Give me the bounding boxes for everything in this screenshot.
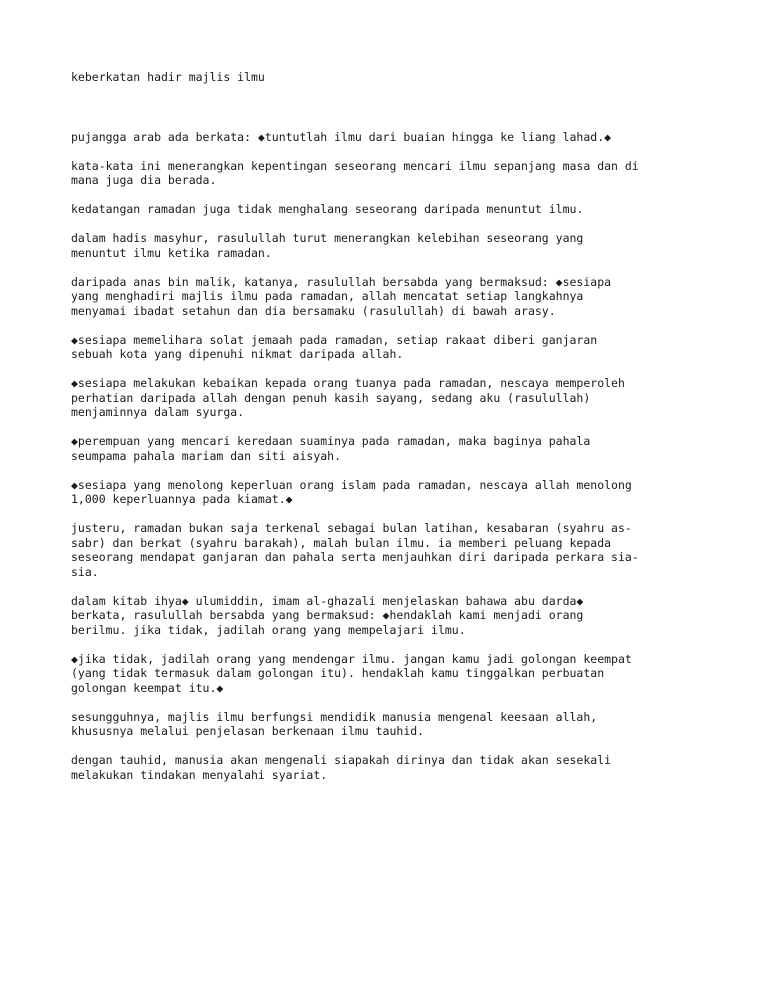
paragraph-11: dalam kitab ihya◆ ulumiddin, imam al-ghazali menjelaskan bahawa abu darda◆ berkata, rasulullah bersabda yang bermaksud: ◆hendaklah kami menjadi orang berilmu. jika tidak, jadilah orang yang mempelajari ilmu. — [71, 593, 584, 637]
paragraph-5: daripada anas bin malik, katanya, rasulullah bersabda yang bermaksud: ◆sesiapa yang menghadiri majlis ilmu pada ramadan, allah mencatat setiap langkahnya menyamai ibadat setahun dan dia bersamaku (rasulullah) di bawah arasy. — [71, 274, 612, 318]
document-title: keberkatan hadir majlis ilmu — [71, 70, 265, 84]
paragraph-7: ◆sesiapa melakukan kebaikan kepada orang tuanya pada ramadan, nescaya memperoleh perhatian daripada allah dengan penuh kasih sayang, sedang aku (rasulullah) menjaminnya dalam syurga. — [71, 376, 625, 419]
paragraph-6: ◆sesiapa memelihara solat jemaah pada ramadan, setiap rakaat diberi ganjaran sebuah kota yang dipenuhi nikmat daripada allah. — [71, 332, 598, 361]
paragraph-14: dengan tauhid, manusia akan mengenali siapakah dirinya dan tidak akan sesekali melakukan tindakan menyalahi syariat. — [71, 753, 612, 782]
paragraph-3: kedatangan ramadan juga tidak menghalang seseorang daripada menuntut ilmu. — [71, 202, 584, 216]
document-page — [71, 70, 711, 797]
paragraph-13: sesungguhnya, majlis ilmu berfungsi mendidik manusia mengenal keesaan allah, khususnya melalui penjelasan berkenaan ilmu tauhid. — [71, 709, 598, 738]
paragraph-10: justeru, ramadan bukan saja terkenal sebagai bulan latihan, kesabaran (syahru as- sabr) dan berkat (syahru barakah), malah bulan ilmu. ia memberi peluang kepada seseorang mendapat ganjaran dan pahala serta menjauhkan diri daripada perkara sia- sia. — [71, 521, 639, 579]
paragraph-9: ◆sesiapa yang menolong keperluan orang islam pada ramadan, nescaya allah menolong 1,000 keperluannya pada kiamat.◆ — [71, 477, 632, 506]
document-body — [71, 130, 711, 783]
paragraph-8: ◆perempuan yang mencari keredaan suaminya pada ramadan, maka baginya pahala seumpama pahala mariam dan siti aisyah. — [71, 434, 591, 463]
paragraph-2: kata-kata ini menerangkan kepentingan seseorang mencari ilmu sepanjang masa dan di mana juga dia berada. — [71, 158, 639, 187]
paragraph-12: ◆jika tidak, jadilah orang yang mendengar ilmu. jangan kamu jadi golongan keempat (yang tidak termasuk dalam golongan itu). hendaklah kamu tinggalkan perbuatan golongan keempat itu.◆ — [71, 651, 632, 695]
paragraph-4: dalam hadis masyhur, rasulullah turut menerangkan kelebihan seseorang yang menuntut ilmu ketika ramadan. — [71, 231, 584, 260]
paragraph-1: pujangga arab ada berkata: ◆tuntutlah ilmu dari buaian hingga ke liang lahad.◆ — [71, 129, 612, 144]
